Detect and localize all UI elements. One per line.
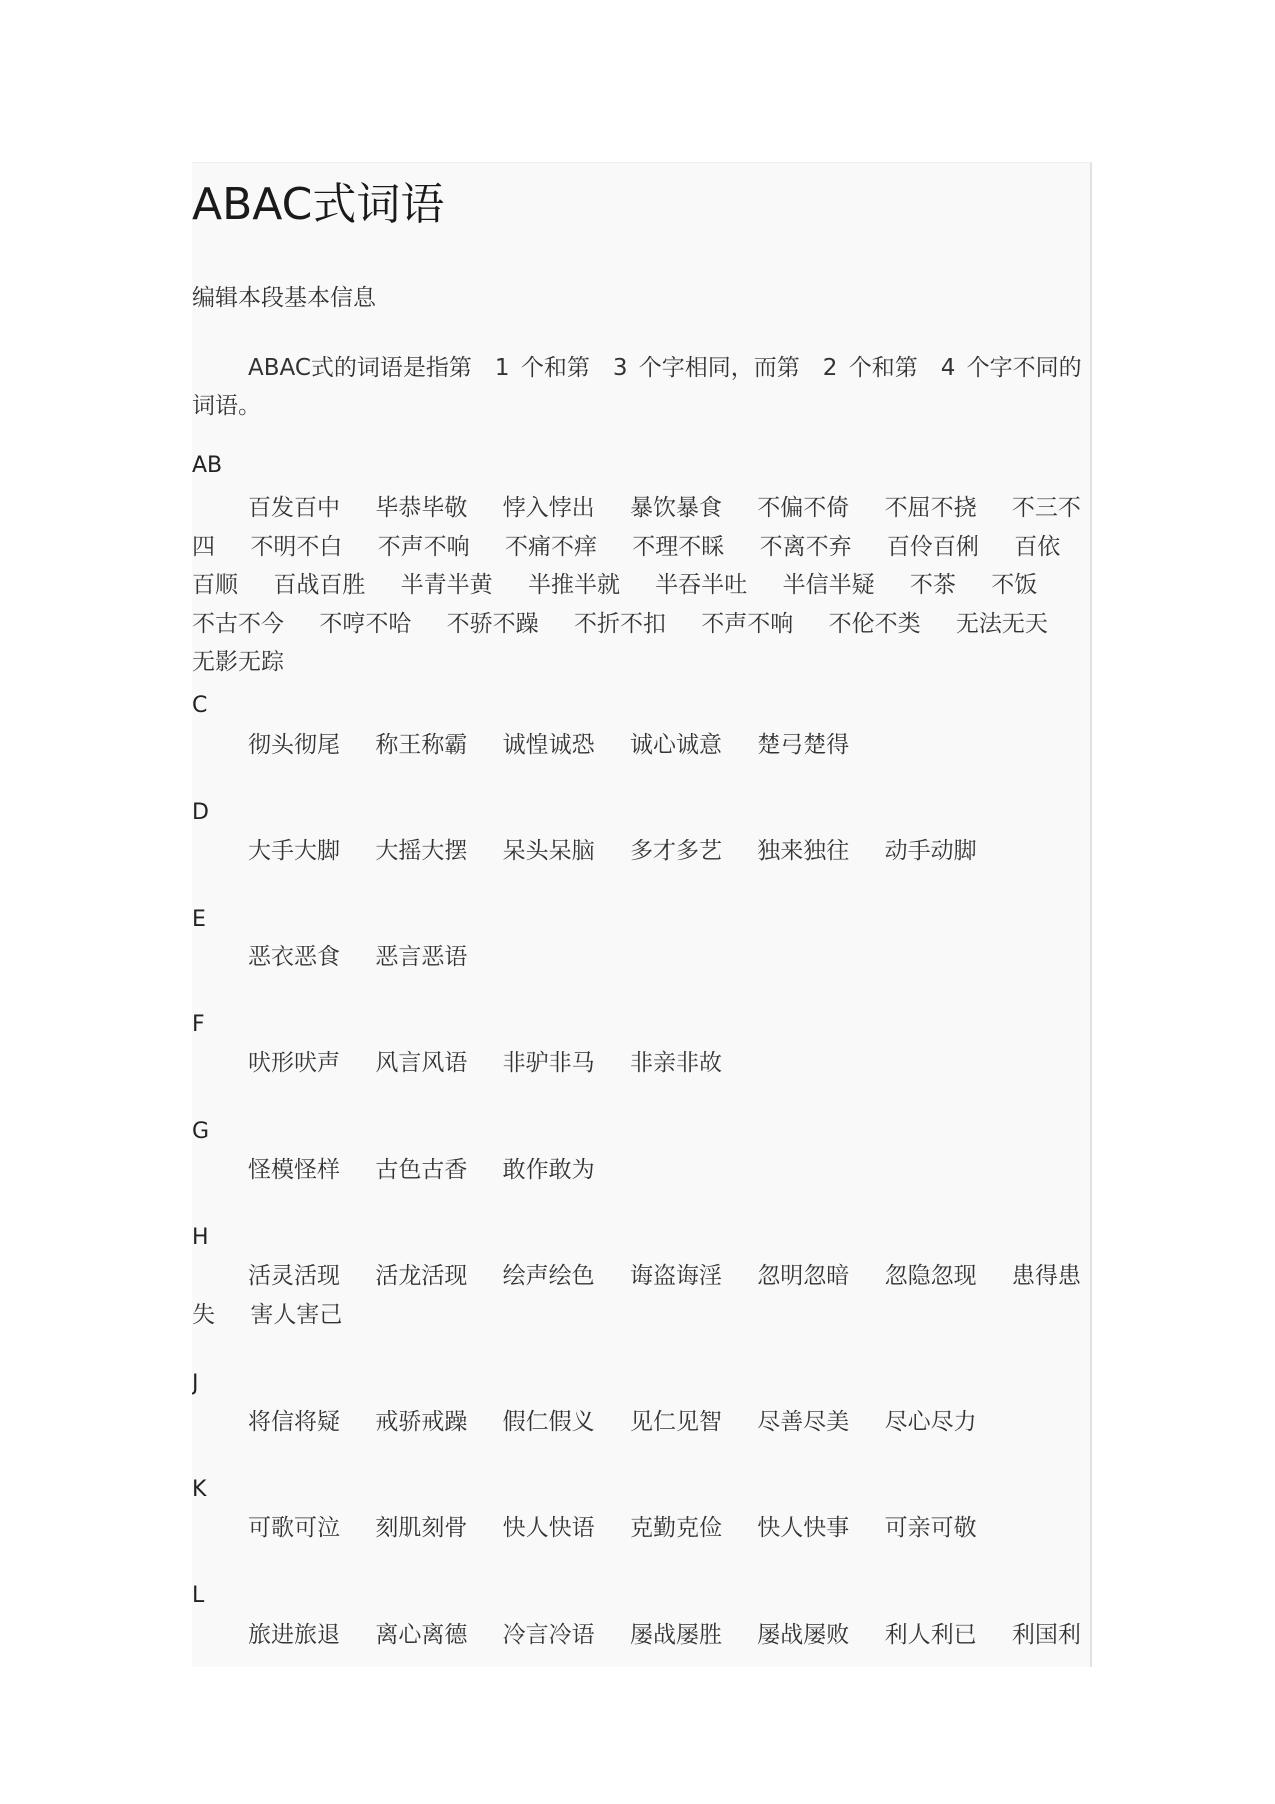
word-item: 称王称霸 [375, 732, 468, 758]
word-item: 悖入悖出 [502, 495, 595, 521]
word-item: 忽隐忽现 [884, 1263, 977, 1289]
word-item: 古色古香 [375, 1157, 468, 1183]
word-item: 将信将疑 [248, 1409, 340, 1435]
word-item: 半推半就 [527, 572, 620, 598]
section-word-list [192, 1151, 1082, 1190]
word-item: 诚惶诚恐 [502, 732, 595, 758]
word-item: 风言风语 [375, 1050, 468, 1076]
word-item: 戒骄戒躁 [375, 1409, 468, 1435]
word-item: 楚弓楚得 [757, 732, 850, 758]
word-item: 百依百顺 [192, 533, 1061, 598]
intro-paragraph: ABAC式的词语是指第 1 个和第 3 个字相同，而第 2 个和第 4 个字不同的词语。 [192, 355, 1082, 419]
word-item: 活龙活现 [375, 1263, 468, 1289]
word-item: 恶衣恶食 [248, 944, 340, 970]
word-item: 不屈不挠 [884, 495, 977, 521]
word-item: 利人利已 [884, 1622, 977, 1648]
word-item: 离心离德 [375, 1622, 468, 1648]
section-word-list [192, 1509, 1082, 1548]
section-letter-l: L [192, 1583, 205, 1608]
word-item: 诚心诚意 [629, 732, 722, 758]
word-item: 旅进旅退 [248, 1622, 340, 1648]
word-item: 百伶百俐 [886, 533, 979, 560]
word-item: 害人害己 [250, 1301, 343, 1328]
word-item: 患得患失 [192, 1263, 1081, 1328]
word-item: 诲盗诲淫 [629, 1263, 722, 1289]
word-item: 半吞半吐 [655, 572, 748, 598]
word-item: 屡战屡败 [757, 1622, 850, 1648]
word-item: 吠形吠声 [248, 1050, 340, 1076]
word-item: 不古不今 [192, 610, 284, 637]
section-letter-k: K [192, 1477, 207, 1502]
section-letter-g: G [192, 1119, 210, 1144]
word-item: 百战百胜 [273, 572, 366, 598]
section-letter-d: D [192, 800, 209, 825]
word-item: 尽善尽美 [757, 1409, 850, 1435]
word-item: 无法无天 [955, 610, 1048, 637]
word-item: 忽明忽暗 [757, 1263, 850, 1289]
section-letter-f: F [192, 1012, 205, 1037]
section-word-list [192, 726, 1082, 765]
word-item: 不离不弃 [759, 533, 852, 560]
word-item: 不理不睬 [632, 533, 725, 560]
word-item: 多才多艺 [629, 838, 722, 864]
word-item: 不饭 [991, 572, 1038, 598]
word-item: 敢作敢为 [502, 1157, 595, 1183]
section-letter-e: E [192, 907, 206, 932]
word-item: 毕恭毕敬 [375, 495, 468, 521]
section-word-list [192, 489, 1082, 682]
section-word-list [192, 1403, 1082, 1442]
word-item: 快人快语 [502, 1515, 595, 1541]
word-item: 不茶 [909, 572, 956, 598]
word-item: 见仁见智 [629, 1409, 722, 1435]
section-word-list [192, 832, 1082, 871]
word-item: 非驴非马 [502, 1050, 595, 1076]
word-item: 活灵活现 [248, 1263, 340, 1289]
document-page [192, 162, 1092, 1667]
section-letter-ab: AB [192, 453, 223, 478]
word-item: 不声不响 [701, 610, 794, 637]
word-item: 不声不响 [377, 533, 470, 560]
word-item: 绘声绘色 [502, 1263, 595, 1289]
word-item: 大摇大摆 [375, 838, 468, 864]
word-item: 动手动脚 [884, 838, 977, 864]
word-item: 百发百中 [248, 495, 340, 521]
word-item: 不痛不痒 [504, 533, 597, 560]
section-letter-j: J [192, 1371, 199, 1396]
word-item: 无影无踪 [192, 649, 284, 675]
word-item: 尽心尽力 [884, 1409, 977, 1435]
word-item: 半信半疑 [782, 572, 875, 598]
word-item: 不伦不类 [828, 610, 921, 637]
word-item: 假仁假义 [502, 1409, 595, 1435]
word-item: 可歌可泣 [248, 1515, 340, 1541]
word-item: 独来独往 [757, 838, 850, 864]
word-item: 不骄不躁 [446, 610, 539, 637]
word-item: 快人快事 [757, 1515, 850, 1541]
word-item: 恶言恶语 [375, 944, 468, 970]
word-item: 不三不四 [192, 495, 1081, 560]
word-item: 利国利 [1011, 1622, 1081, 1648]
section-letter-h: H [192, 1225, 209, 1250]
word-item: 非亲非故 [629, 1050, 722, 1076]
section-word-list [192, 1616, 1082, 1655]
word-item: 呆头呆脑 [502, 838, 595, 864]
word-item: 怪模怪样 [248, 1157, 340, 1183]
edit-section-info-link[interactable]: 编辑本段基本信息 [192, 285, 376, 311]
section-word-list [192, 938, 1082, 977]
word-item: 暴饮暴食 [629, 495, 722, 521]
word-item: 刻肌刻骨 [375, 1515, 468, 1541]
word-item: 克勤克俭 [629, 1515, 722, 1541]
word-item: 彻头彻尾 [248, 732, 340, 758]
page-title: ABAC式词语 [192, 179, 445, 230]
section-word-list [192, 1044, 1082, 1083]
word-item: 不偏不倚 [757, 495, 850, 521]
word-item: 大手大脚 [248, 838, 340, 864]
word-item: 不哼不哈 [319, 610, 412, 637]
word-item: 冷言冷语 [502, 1622, 595, 1648]
word-item: 可亲可敬 [884, 1515, 977, 1541]
word-item: 半青半黄 [400, 572, 493, 598]
word-item: 不明不白 [250, 533, 343, 560]
section-word-list [192, 1257, 1082, 1334]
section-letter-c: C [192, 693, 208, 718]
word-item: 屡战屡胜 [629, 1622, 722, 1648]
word-item: 不折不扣 [573, 610, 666, 637]
